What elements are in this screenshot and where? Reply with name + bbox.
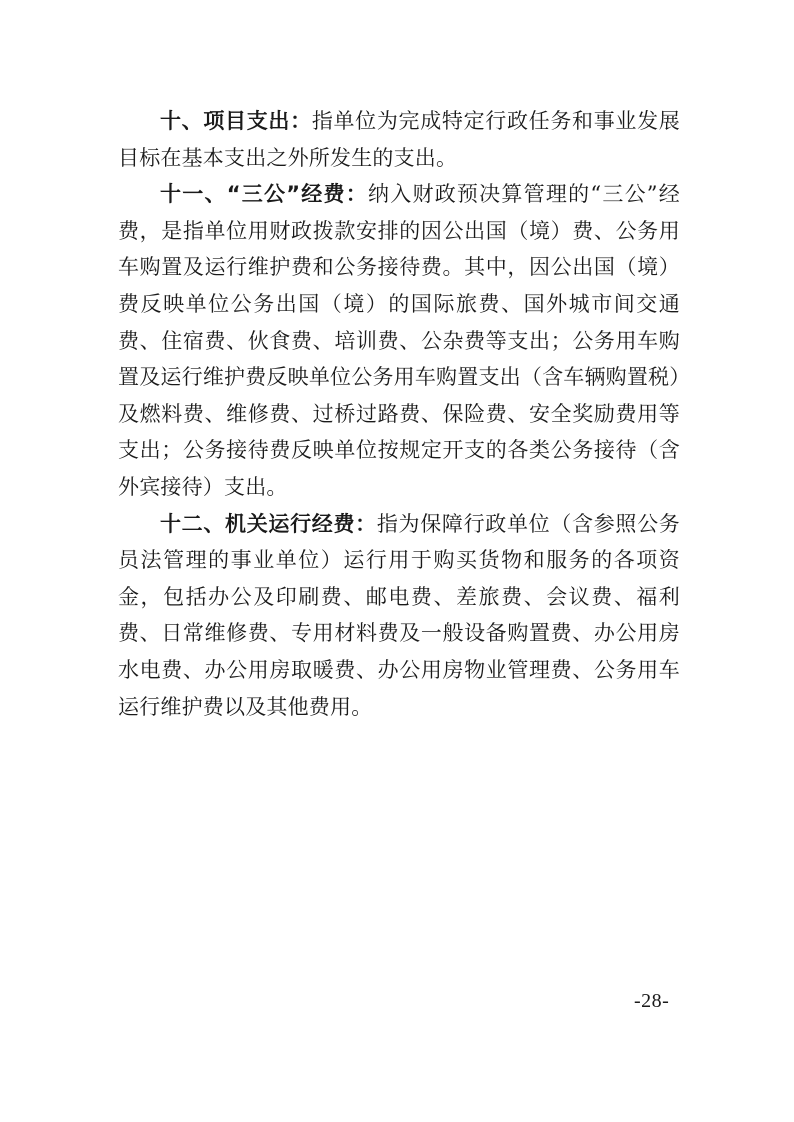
term-project-expenditure: 十、项目支出： <box>160 109 312 133</box>
document-page <box>118 103 680 725</box>
paragraph-project-expenditure <box>118 103 680 176</box>
page-number: -28- <box>634 990 670 1012</box>
paragraph-agency-operating-expenses <box>118 506 680 726</box>
term-three-public-expenses: 十一、“三公”经费： <box>160 182 368 207</box>
definition-agency-operating-expenses: 指为保障行政单位（含参照公务员法管理的事业单位）运行用于购买货物和服务的各项资金，包括办公及印刷费、邮电费、差旅费、会议费、福利费、日常维修费、专用材料费及一般设备购置费、办公用房水电费、办公用房取暖费、办公用房物业管理费、公务用车运行维护费以及其他费用。 <box>118 511 680 719</box>
definition-project-expenditure: 指单位为完成特定行政任务和事业发展目标在基本支出之外所发生的支出。 <box>118 109 680 170</box>
definition-three-public-expenses: 纳入财政预决算管理的“三公”经费，是指单位用财政拨款安排的因公出国（境）费、公务用车购置及运行维护费和公务接待费。其中，因公出国（境）费反映单位公务出国（境）的国际旅费、国外城市间交通费、住宿费、伙食费、培训费、公杂费等支出；公务用车购置及运行维护费反映单位公务用车购置支出（含车辆购置税）及燃料费、维修费、过桥过路费、保险费、安全奖励费用等支出；公务接待费反映单位按规定开支的各类公务接待（含外宾接待）支出。 <box>118 182 680 499</box>
term-agency-operating-expenses: 十二、机关运行经费： <box>160 511 377 536</box>
paragraph-three-public-expenses <box>118 176 680 505</box>
